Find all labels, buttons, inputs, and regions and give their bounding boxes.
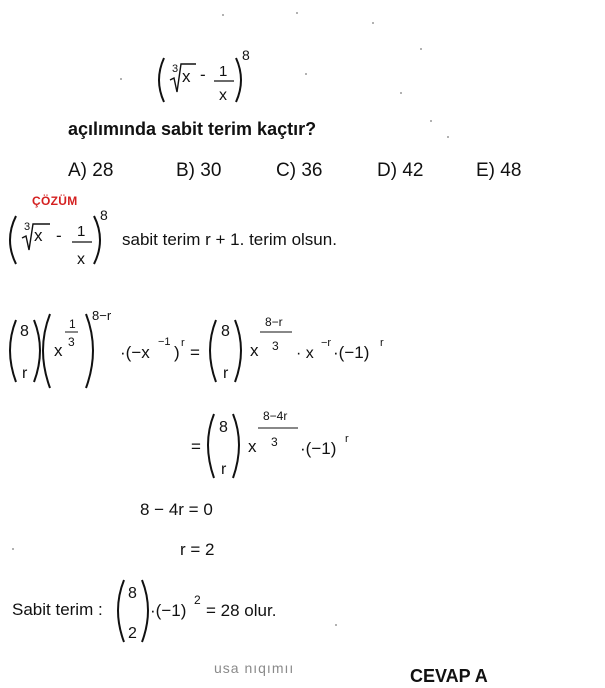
intro-text: sabit terim r + 1. terim olsun. [122, 230, 337, 249]
svg-text:r: r [223, 365, 229, 382]
svg-text:8: 8 [100, 207, 108, 223]
svg-text:2: 2 [128, 625, 137, 642]
option-letter: C) [276, 160, 297, 181]
svg-text:·(−1): ·(−1) [300, 439, 337, 458]
option-value: 42 [402, 160, 424, 181]
svg-text:−1: −1 [158, 336, 171, 348]
final-expression [118, 580, 276, 642]
svg-text:3: 3 [271, 435, 278, 449]
option-b [176, 160, 221, 182]
svg-text:): ) [174, 343, 180, 362]
root-variable: x [182, 67, 191, 86]
svg-text:r: r [221, 461, 227, 478]
svg-text:= 28 olur.: = 28 olur. [206, 601, 277, 620]
svg-text:·(−1): ·(−1) [150, 601, 187, 620]
option-letter: E) [476, 160, 495, 181]
svg-text:8: 8 [221, 323, 230, 340]
svg-text:· x: · x [296, 345, 314, 362]
svg-text:3: 3 [68, 335, 75, 349]
svg-text:8−r: 8−r [265, 315, 283, 329]
step1-expression [10, 308, 384, 388]
option-letter: D) [377, 160, 398, 181]
svg-text:x: x [54, 341, 63, 360]
step2-expression [191, 409, 349, 478]
watermark: usa nıqımıı [214, 660, 295, 676]
svg-text:r: r [380, 337, 384, 349]
svg-text:8−r: 8−r [92, 308, 112, 323]
minus-sign: - [200, 65, 206, 84]
svg-text:3: 3 [272, 339, 279, 353]
option-letter: B) [176, 160, 195, 181]
svg-text:8: 8 [219, 419, 228, 436]
svg-text:3: 3 [24, 221, 31, 233]
question-expression [159, 47, 250, 104]
option-value: 36 [301, 160, 323, 181]
option-a [68, 160, 113, 182]
svg-text:-: - [56, 226, 62, 245]
outer-power: 8 [242, 47, 250, 63]
svg-text:=: = [191, 437, 201, 456]
fraction-denominator: x [219, 87, 227, 104]
svg-text:1: 1 [69, 317, 76, 331]
intro-expression [10, 207, 108, 268]
option-c [276, 160, 322, 182]
svg-text:2: 2 [194, 593, 201, 607]
svg-text:·(−x: ·(−x [120, 343, 150, 362]
svg-text:x: x [77, 251, 85, 268]
question-prompt: açılımında sabit terim kaçtır? [68, 119, 317, 139]
root-index: 3 [172, 63, 179, 75]
fraction-numerator: 1 [219, 63, 228, 80]
svg-text:−r: −r [321, 337, 332, 349]
option-value: 28 [92, 160, 114, 181]
equation-1: 8 − 4r = 0 [140, 500, 213, 519]
svg-text:r: r [181, 337, 185, 349]
svg-text:=: = [190, 343, 200, 362]
svg-text:·(−1): ·(−1) [333, 343, 370, 362]
option-letter: A) [68, 160, 87, 181]
svg-text:8−4r: 8−4r [263, 409, 288, 423]
svg-text:x: x [34, 226, 43, 245]
answer-label: CEVAP A [410, 666, 488, 686]
binomial-top: 8 [20, 323, 29, 340]
option-e [476, 160, 521, 182]
final-label: Sabit terim : [12, 600, 103, 619]
equation-2: r = 2 [180, 540, 215, 559]
option-d [377, 160, 423, 182]
option-value: 48 [500, 160, 522, 181]
binomial-bottom: r [22, 365, 28, 382]
svg-text:x: x [248, 437, 257, 456]
svg-text:8: 8 [128, 585, 137, 602]
svg-text:r: r [345, 433, 349, 445]
solution-heading: ÇÖZÜM [32, 194, 78, 208]
svg-text:1: 1 [77, 223, 86, 240]
option-value: 30 [200, 160, 222, 181]
svg-text:x: x [250, 341, 259, 360]
